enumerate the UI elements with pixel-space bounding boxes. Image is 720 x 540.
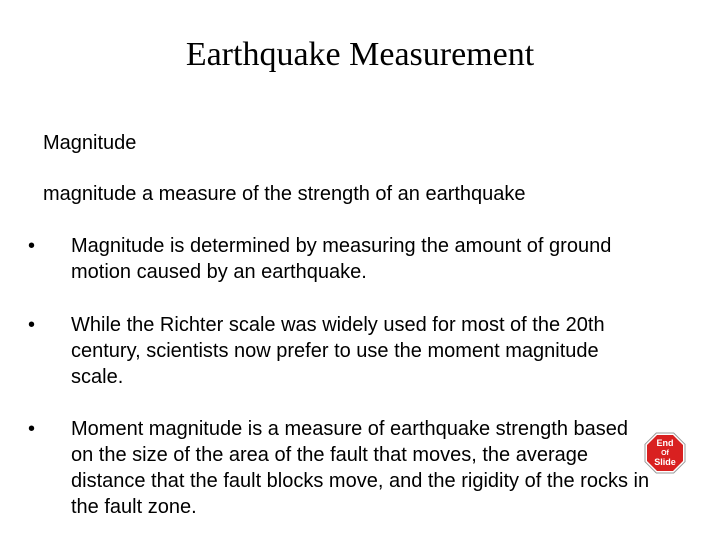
bullet-text: Magnitude is determined by measuring the amount of ground motion caused by an earthquake.: [71, 235, 612, 283]
end-label: End: [656, 438, 674, 448]
bullet-text: Moment magnitude is a measure of earthquake strength based on the size of the area of the fault that moves, the average distance that the fault blocks move, and the rigidity of the rocks in the fault zone.: [71, 418, 650, 518]
slide-label: Slide: [654, 457, 676, 467]
definition: [43, 181, 526, 207]
bullet-text: While the Richter scale was widely used for most of the 20th century, scientists now prefer to use the moment magnitude scale.: [71, 314, 605, 388]
bullet-glyph: •: [28, 314, 36, 336]
stop-sign-icon: [644, 432, 686, 474]
slide-title: Earthquake Measurement: [185, 36, 535, 73]
definition-text: a measure of the strength of an earthquake: [136, 183, 526, 205]
bullet-item: [28, 312, 651, 390]
bullet-glyph: •: [28, 235, 36, 257]
bullet-glyph: •: [28, 418, 36, 440]
bullet-item: [28, 416, 651, 520]
bullet-item: [28, 233, 651, 285]
end-of-slide-button[interactable]: [644, 432, 686, 474]
section-heading: Magnitude: [43, 132, 137, 154]
of-label: Of: [661, 450, 669, 457]
definition-term: magnitude: [43, 183, 137, 205]
